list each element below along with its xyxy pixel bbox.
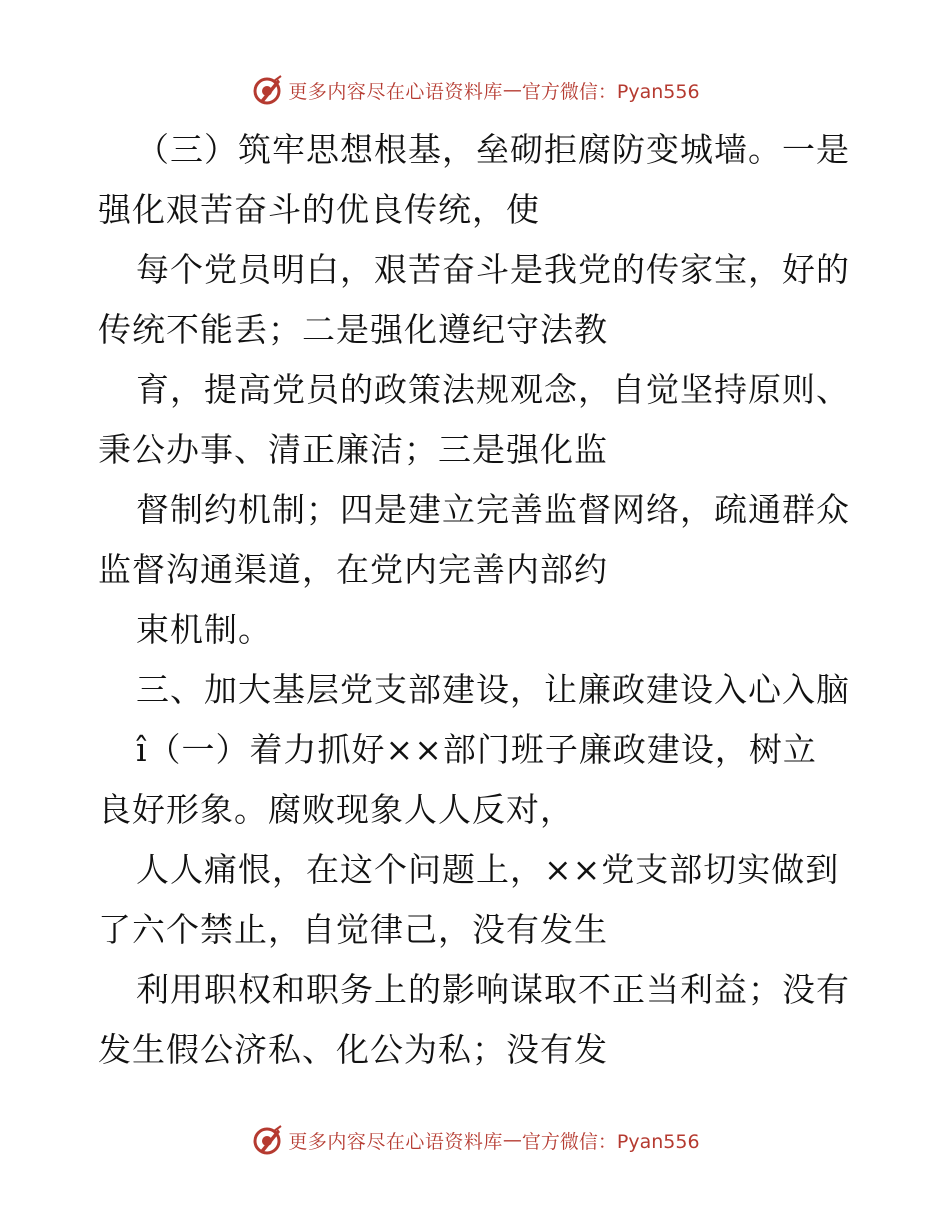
- text-line: 传统不能丢；二是强化遵纪守法教: [98, 310, 608, 349]
- quill-logo-icon: [250, 1123, 284, 1157]
- text-line: 督制约机制；四是建立完善监督网络，疏通群众: [136, 490, 850, 529]
- text-line: î（一）着力抓好××部门班子廉政建设，树立: [136, 730, 817, 769]
- text-line: 了六个禁止，自觉律己，没有发生: [98, 910, 608, 949]
- text-line: 发生假公济私、化公为私；没有发: [98, 1030, 608, 1069]
- text-line: 束机制。: [136, 610, 272, 649]
- header-banner: [0, 70, 950, 110]
- header-banner-text: 更多内容尽在心语资料库: [288, 80, 503, 103]
- footer-banner-wechat: 官方微信：Pyan556: [521, 1130, 700, 1153]
- text-line: （三）筑牢思想根基，垒砌拒腐防变城墙。一是: [136, 130, 850, 169]
- text-line: 强化艰苦奋斗的优良传统，使: [98, 190, 540, 229]
- text-line: 人人痛恨，在这个问题上，××党支部切实做到: [136, 850, 840, 889]
- footer-banner-separator: —: [502, 1129, 522, 1151]
- text-line: 监督沟通渠道，在党内完善内部约: [98, 550, 608, 589]
- quill-logo-icon: [250, 73, 284, 107]
- footer-banner: [0, 1120, 950, 1160]
- header-banner-wechat: 官方微信：Pyan556: [521, 80, 700, 103]
- text-line: 利用职权和职务上的影响谋取不正当利益；没有: [136, 970, 850, 1009]
- text-line: 育，提高党员的政策法规观念，自觉坚持原则、: [136, 370, 850, 409]
- header-banner-separator: —: [502, 79, 522, 101]
- footer-banner-text: 更多内容尽在心语资料库: [288, 1130, 503, 1153]
- text-line: 良好形象。腐败现象人人反对，: [98, 790, 574, 829]
- document-body: [98, 120, 854, 1080]
- text-line: 每个党员明白，艰苦奋斗是我党的传家宝，好的: [136, 250, 850, 289]
- text-line: 三、加大基层党支部建设，让廉政建设入心入脑: [136, 670, 850, 709]
- text-line: 秉公办事、清正廉洁；三是强化监: [98, 430, 608, 469]
